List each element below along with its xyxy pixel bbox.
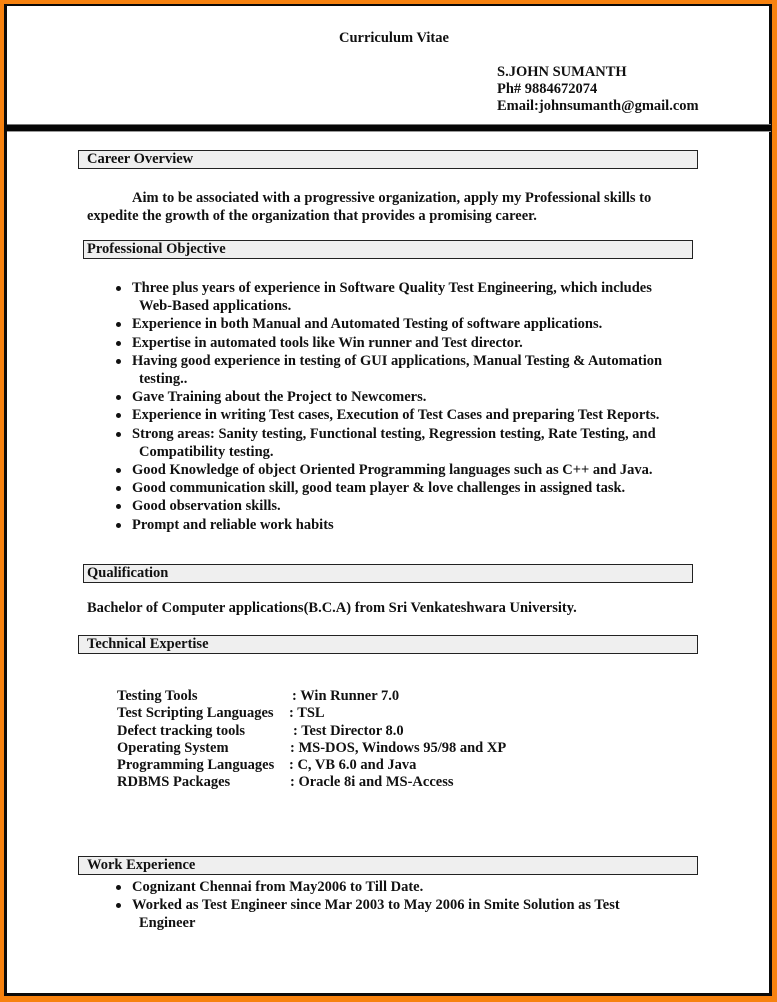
list-item-text: Cognizant Chennai from May2006 to Till Date.: [132, 879, 424, 895]
list-item-continuation: testing..: [139, 371, 188, 388]
tech-value: : C, VB 6.0 and Java: [289, 757, 417, 774]
bullet-icon: [116, 395, 121, 400]
list-item: [115, 878, 620, 896]
header-divider-rule: [7, 124, 771, 132]
list-item: [115, 388, 662, 406]
list-item-continuation: Web-Based applications.: [139, 298, 292, 315]
candidate-phone: Ph# 9884672074: [497, 81, 598, 97]
list-item: [115, 896, 620, 932]
list-item: [115, 406, 662, 424]
career-overview-line-2: expedite the growth of the organization that provides a promising career.: [87, 208, 537, 224]
tech-value: : MS-DOS, Windows 95/98 and XP: [290, 739, 507, 756]
work-experience-list: [115, 878, 620, 933]
tech-label: RDBMS Packages: [117, 774, 231, 791]
list-item: [115, 516, 662, 534]
list-item-text: Experience in both Manual and Automated Testing of software applications.: [132, 316, 603, 333]
list-item: [115, 461, 662, 479]
bullet-icon: [116, 359, 121, 364]
list-item: [115, 425, 662, 461]
list-item-text: Expertise in automated tools like Win runner and Test director.: [132, 334, 523, 351]
tech-label: Programming Languages: [117, 757, 275, 774]
list-item-text: Prompt and reliable work habits: [132, 516, 334, 533]
career-overview-line-1: Aim to be associated with a progressive organization, apply my Professional skills to: [132, 190, 652, 206]
list-item-text: Strong areas: Sanity testing, Functional testing, Regression testing, Rate Testing, and: [132, 425, 656, 442]
list-item: [115, 352, 662, 388]
bullet-icon: [116, 413, 121, 418]
list-item-text: Good Knowledge of object Oriented Programming languages such as C++ and Java.: [132, 462, 653, 479]
tech-value: : Test Director 8.0: [293, 722, 404, 739]
list-item: [115, 497, 662, 515]
list-item-continuation: Engineer: [139, 915, 196, 932]
list-item: [115, 279, 662, 315]
bullet-icon: [116, 486, 121, 491]
candidate-name: S.JOHN SUMANTH: [497, 64, 627, 80]
tech-label: Operating System: [117, 739, 229, 756]
list-item-text: Good observation skills.: [132, 498, 281, 515]
list-item: [115, 479, 662, 497]
tech-label: Defect tracking tools: [117, 722, 246, 739]
list-item-text: Gave Training about the Project to Newcomers.: [132, 389, 427, 406]
bullet-icon: [116, 286, 121, 291]
section-heading-technical-expertise: Technical Expertise: [78, 635, 698, 654]
list-item: [115, 315, 662, 333]
bullet-icon: [116, 885, 121, 890]
qualification-text: Bachelor of Computer applications(B.C.A) from Sri Venkateshwara University.: [87, 600, 577, 616]
bullet-icon: [116, 903, 121, 908]
list-item-text: Three plus years of experience in Software Quality Test Engineering, which includes: [132, 280, 652, 296]
section-heading-professional-objective: Professional Objective: [83, 240, 693, 259]
bullet-icon: [116, 504, 121, 509]
list-item-text: Experience in writing Test cases, Execution of Test Cases and preparing Test Reports.: [132, 407, 660, 424]
list-item-text: Good communication skill, good team player & love challenges in assigned task.: [132, 480, 626, 497]
section-heading-career-overview: Career Overview: [78, 150, 698, 169]
professional-objective-list: [115, 279, 662, 534]
bullet-icon: [116, 322, 121, 327]
bullet-icon: [116, 523, 121, 528]
list-item: [115, 334, 662, 352]
tech-label: Test Scripting Languages: [117, 705, 274, 722]
tech-value: : TSL: [289, 705, 325, 722]
list-item-text: Having good experience in testing of GUI applications, Manual Testing & Automation: [132, 352, 663, 369]
tech-value: : Win Runner 7.0: [292, 688, 400, 704]
list-item-continuation: Compatibility testing.: [139, 443, 274, 460]
bullet-icon: [116, 432, 121, 437]
tech-label: Testing Tools: [117, 688, 198, 704]
section-heading-work-experience: Work Experience: [78, 856, 698, 875]
list-item-text: Worked as Test Engineer since Mar 2003 to May 2006 in Smite Solution as Test: [132, 897, 620, 914]
candidate-email: Email:johnsumanth@gmail.com: [497, 98, 699, 114]
document-title: Curriculum Vitae: [339, 30, 449, 46]
bullet-icon: [116, 341, 121, 346]
section-heading-qualification: Qualification: [83, 564, 693, 583]
bullet-icon: [116, 468, 121, 473]
tech-value: : Oracle 8i and MS-Access: [290, 774, 454, 791]
